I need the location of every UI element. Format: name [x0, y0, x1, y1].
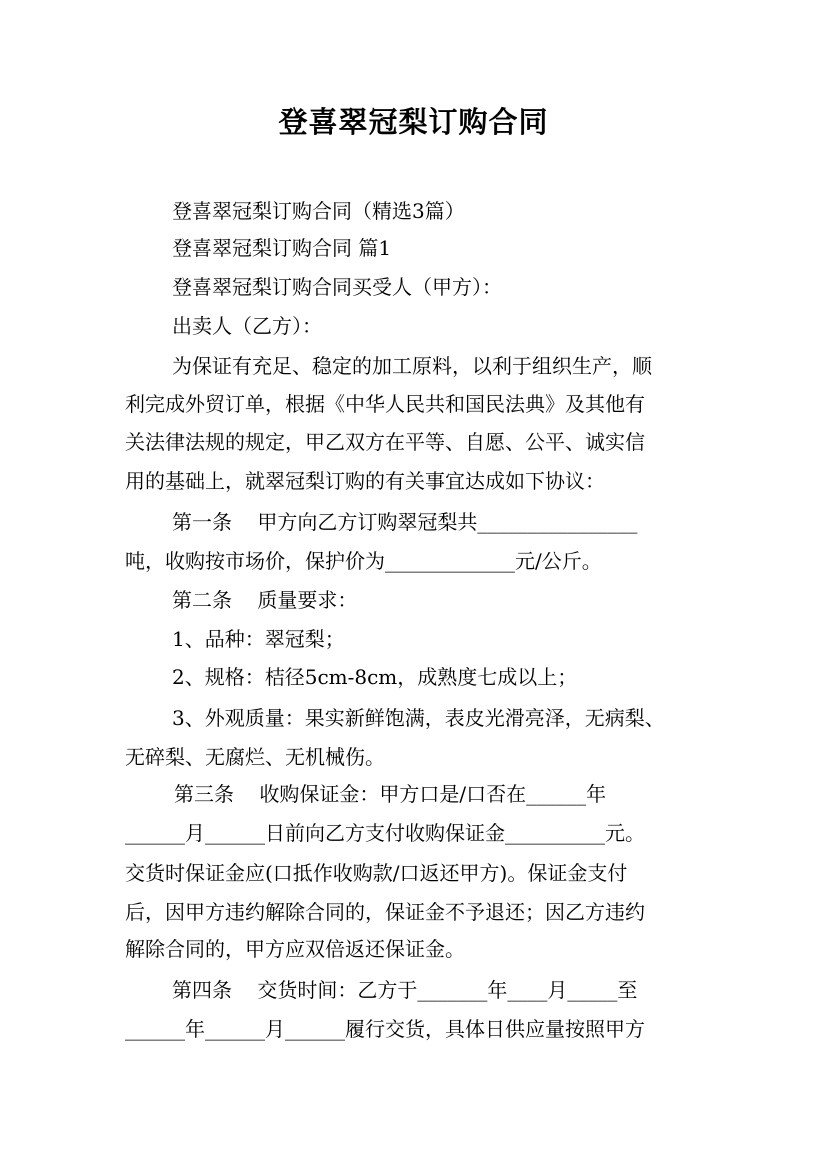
text-line: 吨，收购按市场价，保护价为_____________元/公斤。: [125, 549, 602, 573]
text-line: 1、品种：翠冠梨；: [172, 627, 345, 651]
text-line: 为保证有充足、稳定的加工原料，以利于组织生产，顺: [172, 354, 652, 378]
text-line: 用的基础上，就翠冠梨订购的有关事宜达成如下协议：: [125, 469, 605, 493]
text-line: 交货时保证金应(口抵作收购款/口返还甲方)。保证金支付: [125, 861, 628, 885]
text-line: 第二条 质量要求：: [172, 588, 358, 612]
text-line: 登喜翠冠梨订购合同买受人（甲方）：: [172, 275, 502, 299]
text-line: 第三条 收购保证金：甲方口是/口否在______年: [174, 782, 607, 806]
text-line: 解除合同的，甲方应双倍返还保证金。: [125, 937, 465, 961]
text-line: 无碎梨、无腐烂、无机械伤。: [125, 745, 385, 769]
text-line: 后，因甲方违约解除合同的，保证金不予退还；因乙方违约: [125, 900, 645, 924]
text-line: 2、规格：桔径5cm-8cm，成熟度七成以上；: [172, 665, 578, 689]
text-line: ______月______日前向乙方支付收购保证金__________元。: [125, 821, 645, 845]
text-line: 出卖人（乙方）：: [172, 314, 322, 338]
text-line: ______年______月______履行交货，具体日供应量按照甲方: [125, 1017, 645, 1041]
text-line: 利完成外贸订单，根据《中华人民共和国民法典》及其他有: [125, 392, 645, 416]
text-line: 登喜翠冠梨订购合同（精选3篇）: [172, 199, 465, 223]
text-line: 第四条 交货时间：乙方于_______年____月_____至: [172, 978, 638, 1002]
document-title: 登喜翠冠梨订购合同: [278, 105, 549, 139]
text-line: 第一条 甲方向乙方订购翠冠梨共________________: [172, 510, 638, 534]
text-line: 登喜翠冠梨订购合同 篇1: [172, 236, 392, 260]
text-line: 关法律法规的规定，甲乙双方在平等、自愿、公平、诚实信: [125, 430, 645, 454]
text-line: 3、外观质量：果实新鲜饱满，表皮光滑亮泽，无病梨、: [172, 706, 665, 730]
